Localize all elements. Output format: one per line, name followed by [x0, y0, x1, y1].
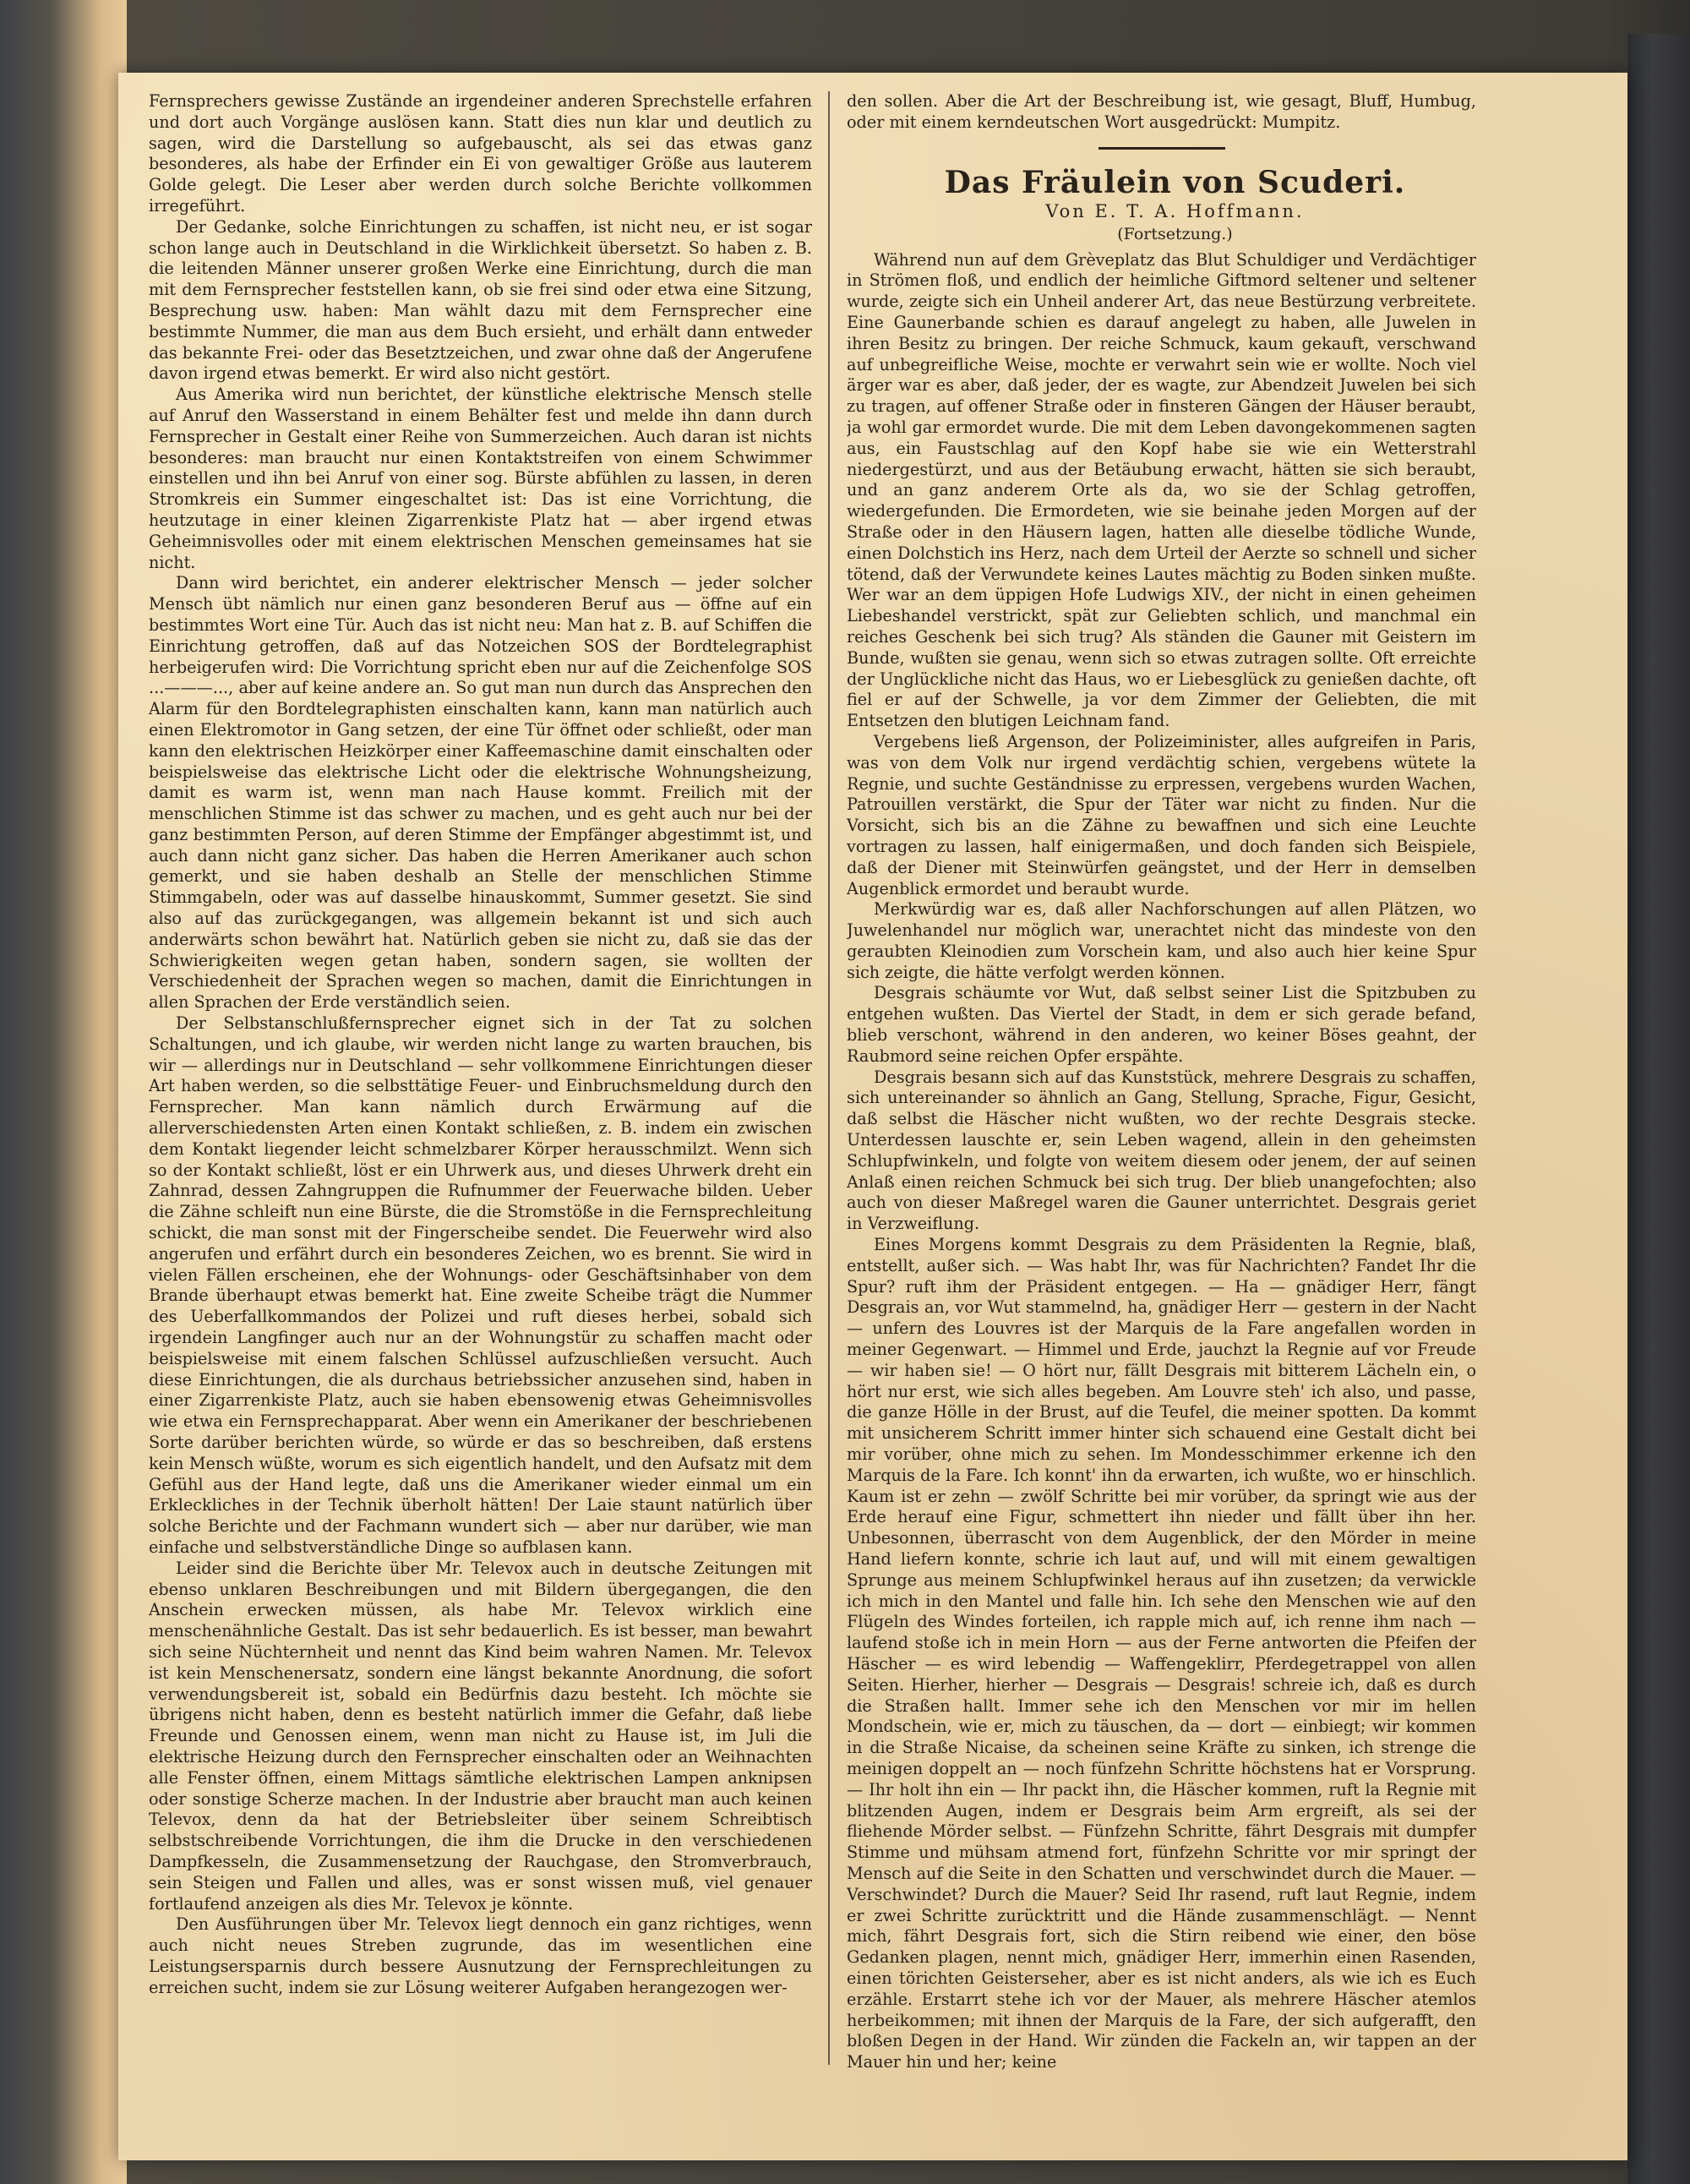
paragraph: Dann wird berichtet, ein anderer elektrischer Mensch — jeder solcher Mensch übt nämlich nur einen ganz besonderen Beruf aus — öffne auf ein bestimmtes Wort eine Tür. Auch das ist nicht neu: Man hat z. B. auf Schiffen die Einrichtung getroffen, daß auf das Notzeichen SOS der Bordtelegraphist herbeigerufen wird: Die Vorrichtung spricht eben nur auf die Zeichenfolge SOS ...———..., aber auf keine andere an. So gut man nun durch das Ansprechen den Alarm für den Bordtelegraphisten einschalten kann, kann man natürlich auch einen Elektromotor in Gang setzen, der eine Tür öffnet oder schließt, oder man kann den elektrischen Heizkörper einer Kaffeemaschine damit einschalten oder beispielsweise das elektrische Licht oder die elektrische Wohnungsheizung, damit es warm ist, wenn man nach Hause kommt. Freilich mit der menschlichen Stimme ist das schwer zu machen, und es geht auch nur bei der ganz bestimmten Person, auf deren Stimme der Empfänger abgestimmt ist, und auch dann nicht ganz sicher. Das haben die Herren Amerikaner auch schon gemerkt, und sie haben deshalb an Stelle der menschlichen Stimme Stimmgabeln, oder was auf dasselbe hinauskommt, Summer gesetzt. Sie sind also auf das zurückgegangen, was allgemein bekannt ist und sich auch anderwärts schon bewährt hat. Natürlich geben sie nicht zu, daß sie das der Schwierigkeiten wegen getan haben, sondern sagen, sie wollten der Verschiedenheit der Sprachen wegen so machen, damit die Einrichtungen in allen Sprachen der Erde verständlich seien.: [149, 573, 812, 1013]
column-divider: [828, 91, 830, 2065]
paragraph: Der Gedanke, solche Einrichtungen zu schaffen, ist nicht neu, er ist sogar schon lange auch in Deutschland in die Wirklichkeit übersetzt. So haben z. B. die leitenden Männer unserer großen Werke eine Einrichtung, durch die man mit dem Fernsprecher feststellen kann, ob sie frei sind oder etwa eine Sitzung, Besprechung usw. haben: Man wählt dazu mit dem Fernsprecher eine bestimmte Nummer, die man aus dem Buch ersieht, und erhält dann entweder das bekannte Frei- oder das Besetztzeichen, und zwar ohne daß der Angerufene davon irgend etwas bemerkt. Er wird also nicht gestört.: [149, 216, 812, 384]
paragraph: Während nun auf dem Grèveplatz das Blut Schuldiger und Verdächtiger in Strömen floß, und endlich der heimliche Giftmord seltener und seltener wurde, zeigte sich ein Unheil anderer Art, das neue Bestürzung verbreitete. Eine Gaunerbande schien es darauf angelegt zu haben, alle Juwelen in ihren Besitz zu bringen. Der reiche Schmuck, kaum gekauft, verschwand auf unbegreifliche Weise, mochte er verwahrt sein wie er wollte. Noch viel ärger war es aber, daß jeder, der es wagte, zur Abendzeit Juwelen bei sich zu tragen, auf offener Straße oder in finsteren Gängen der Häuser beraubt, ja wohl gar ermordet wurde. Die mit dem Leben davongekommenen sagten aus, ein Faustschlag auf den Kopf habe sie wie ein Wetterstrahl niedergestürzt, und aus der Betäubung erwacht, hätten sie sich beraubt, und an ganz anderem Orte als da, wo sie der Schlag getroffen, wiedergefunden. Die Ermordeten, wie sie beinahe jeden Morgen auf der Straße oder in den Häusern lagen, hatten alle dieselbe tödliche Wunde, einen Dolchstich ins Herz, nach dem Urteil der Aerzte so schnell und sicher tötend, daß der Verwundete keines Lautes mächtig zu Boden sinken mußte. Wer war an dem üppigen Hofe Ludwigs XIV., der nicht in einen geheimen Liebeshandel verstrickt, spät zur Geliebten schlich, und manchmal ein reiches Geschenk bei sich trug? Als ständen die Gauner mit Geistern im Bunde, wußten sie genau, wenn sich so etwas zutragen sollte. Oft erreichte der Unglückliche nicht das Haus, wo er Liebesglück zu genießen dachte, oft fiel er auf der Schwelle, ja vor dem Zimmer der Geliebten, die mit Entsetzen den blutigen Leichnam fand.: [847, 249, 1476, 731]
left-column: [149, 91, 812, 2073]
paragraph: Leider sind die Berichte über Mr. Televox auch in deutsche Zeitungen mit ebenso unklaren Beschreibungen und mit Bildern übergegangen, die den Anschein erwecken müssen, als habe Mr. Televox wirklich eine menschenähnliche Gestalt. Das ist sehr bedauerlich. Es ist besser, man bewahrt sich seine Nüchternheit und nennt das Kind beim wahren Namen. Mr. Televox ist kein Menschenersatz, sondern eine längst bekannte Anordnung, die sofort verwendungsbereit ist, sobald ein Bedürfnis dazu besteht. Ich möchte sie übrigens nicht haben, denn es besteht natürlich immer die Gefahr, daß liebe Freunde und Genossen einem, wenn man nicht zu Hause ist, im Juli die elektrische Heizung durch den Fernsprecher einschalten oder an Weihnachten alle Fenster öffnen, einem Mittags sämtliche elektrischen Lampen anknipsen oder sonstige Scherze machen. In der Industrie aber braucht man auch keinen Televox, denn da hat der Betriebsleiter über seinem Schreibtisch selbstschreibende Vorrichtungen, die ihm die Drucke in den verschiedenen Dampfkesseln, die Zusammensetzung der Rauchgase, den Stromverbrauch, sein Steigen und Fallen und alles, was er sonst wissen muß, viel genauer fortlaufend anzeigen als dies Mr. Televox je könnte.: [149, 1558, 812, 1914]
paragraph: Den Ausführungen über Mr. Televox liegt dennoch ein ganz richtiges, wenn auch nicht neues Streben zugrunde, das im wesentlichen eine Leistungsersparnis durch bessere Ausnutzung der Fernsprechleitungen zu erreichen sucht, indem sie zur Lösung weiterer Aufgaben herangezogen wer-: [149, 1914, 812, 1997]
section-rule: [1098, 147, 1225, 150]
story-title: Das Fräulein von Scuderi.: [944, 164, 1406, 200]
paragraph: Vergebens ließ Argenson, der Polizeiminister, alles aufgreifen in Paris, was von dem Volk nur irgend verdächtig schien, vergebens wütete la Regnie, und suchte Geständnisse zu erpressen, vergebens wurden Wachen, Patrouillen verstärkt, die Spur der Täter war nicht zu finden. Nur die Vorsicht, sich bis an die Zähne zu bewaffnen und sich eine Leuchte vortragen zu lassen, half einigermaßen, und doch fanden sich Beispiele, daß der Diener mit Steinwürfen geängstet, und der Herr in demselben Augenblick ermordet und beraubt wurde.: [847, 731, 1476, 898]
binding-edge: [0, 0, 127, 2184]
story-header: [847, 147, 1476, 245]
paragraph: Merkwürdig war es, daß aller Nachforschungen auf allen Plätzen, wo Juwelenhandel nur möglich war, unerachtet nicht das mindeste von den geraubten Kleinodien zum Vorschein kam, und also auch hier keine Spur sich zeigte, die hätte verfolgt werden können.: [847, 899, 1476, 982]
paragraph: den sollen. Aber die Art der Beschreibung ist, wie gesagt, Bluff, Humbug, oder mit einem kerndeutschen Wort ausgedrückt: Mumpitz.: [847, 91, 1476, 132]
paragraph: Desgrais schäumte vor Wut, daß selbst seiner List die Spitzbuben zu entgehen wußten. Das Viertel der Stadt, in dem er sich gerade befand, blieb verschont, während in den anderen, wo keiner Böses geahnt, der Raubmord seine reichen Opfer erspähte.: [847, 983, 1476, 1066]
paragraph: Eines Morgens kommt Desgrais zu dem Präsidenten la Regnie, blaß, entstellt, außer sich. — Was habt Ihr, was für Nachrichten? Fandet Ihr die Spur? ruft ihm der Präsident entgegen. — Ha — gnädiger Herr, fängt Desgrais an, vor Wut stammelnd, ha, gnädiger Herr — gestern in der Nacht — unfern des Louvres ist der Marquis de la Fare angefallen worden in meiner Gegenwart. — Himmel und Erde, jauchzt la Regnie auf vor Freude — wir haben sie! — O hört nur, fällt Desgrais mit bitterem Lächeln ein, o hört nur erst, wie sich alles begeben. Am Louvre steh' ich also, und passe, die ganze Hölle in der Brust, auf die Teufel, die meiner spotten. Da kommt mit unsicherem Schritt immer hinter sich schauend eine Gestalt dicht bei mir vorüber, ohne mich zu sehen. Im Mondesschimmer erkenne ich den Marquis de la Fare. Ich konnt' ihn da erwarten, ich wußte, wo er hinschlich. Kaum ist er zehn — zwölf Schritte bei mir vorüber, da springt wie aus der Erde herauf eine Figur, schmettert ihn nieder und fällt über ihn her. Unbesonnen, überrascht von dem Augenblick, der den Mörder in meine Hand liefern konnte, schrie ich laut auf, und will mit einem gewaltigen Sprunge aus meinem Schlupfwinkel heraus auf ihn zusetzen; da verwickle ich mich in den Mantel und falle hin. Ich sehe den Menschen wie auf den Flügeln des Windes forteilen, ich rapple mich auf, ich renne ihm nach — laufend stoße ich in mein Horn — aus der Ferne antworten die Pfeifen der Häscher — es wird lebendig — Waffengeklirr, Pferdegetrappel von allen Seiten. Hierher, hierher — Desgrais — Desgrais! schreie ich, daß es durch die Straßen hallt. Immer sehe ich den Menschen vor mir im hellen Mondschein, wie er, mich zu täuschen, da — dort — einbiegt; wir kommen in die Straße Nicaise, da scheinen seine Kräfte zu sinken, ich strenge die meinigen doppelt an — noch fünfzehn Schritte höchstens hat er Vorsprung. — Ihr holt ihn ein — Ihr packt ihn, die Häscher kommen, ruft la Regnie mit blitzenden Augen, indem er Desgrais beim Arm ergreift, als sei der fliehende Mörder selbst. — Fünfzehn Schritte, fährt Desgrais mit dumpfer Stimme und mühsam atmend fort, fünfzehn Schritte vor mir springt der Mensch auf die Seite in den Schatten und verschwindet durch die Mauer. — Verschwindet? Durch die Mauer? Seid Ihr rasend, ruft laut Regnie, indem er zwei Schritte zurücktritt und die Hände zusammenschlägt. — Nennt mich, fährt Desgrais fort, sich die Stirn reibend wie einer, den böse Gedanken plagen, nennt mich, gnädiger Herr, immerhin einen Rasenden, einen törichten Geisterseher, aber es ist nicht anders, als wie ich es Euch erzähle. Erstarrt stehe ich vor der Mauer, als mehrere Häscher atemlos herbeikommen; mit ihnen der Marquis de la Fare, der sich aufgerafft, den bloßen Degen in der Hand. Wir zünden die Fackeln an, wir tappen an der Mauer hin und her; keine: [847, 1235, 1476, 2072]
right-column: [847, 91, 1476, 2073]
paragraph: Der Selbstanschlußfernsprecher eignet sich in der Tat zu solchen Schaltungen, und ich glaube, wir werden nicht lange zu warten brauchen, bis wir — allerdings nur in Deutschland — sehr vollkommene Einrichtungen dieser Art haben werden, so die selbsttätige Feuer- und Einbruchsmeldung durch den Fernsprecher. Man kann nämlich durch Erwärmung auf die allerverschiedensten Arten einen Kontakt schließen, z. B. indem ein zwischen dem Kontakt liegender leicht schmelzbarer Körper herausschmilzt. Wenn sich so der Kontakt schließt, löst er ein Uhrwerk aus, und dieses Uhrwerk dreht ein Zahnrad, dessen Zahngruppen die Rufnummer der Feuerwache bilden. Ueber die Zähne schleift nun eine Bürste, die die Stromstöße in die Fernsprechleitung schickt, die man sonst mit der Fingerscheibe sendet. Die Feuerwehr wird also angerufen und erfährt durch ein besonderes Zeichen, wo es brennt. Sie wird in vielen Fällen erscheinen, ehe der Wohnungs- oder Geschäftsinhaber von dem Brande überhaupt etwas bemerkt hat. Eine zweite Scheibe trägt die Nummer des Ueberfallkommandos der Polizei und ruft dieses herbei, sobald sich irgendein Langfinger auch nur an der Wohnungstür zu schaffen macht oder beispielsweise mit einem falschen Schlüssel aufzuschließen versucht. Auch diese Einrichtungen, die als durchaus betriebssicher anzusehen sind, haben in einer Zigarrenkiste Platz, auch sie haben ebensowenig etwas Geheimnisvolles wie etwa ein Fernsprechapparat. Aber wenn ein Amerikaner der beschriebenen Sorte darüber berichten würde, so würde er das so beschreiben, daß erstens kein Mensch wüßte, worum es sich eigentlich handelt, und den Aufsatz mit dem Gefühl aus der Hand legte, daß uns die Amerikaner wieder einmal um ein Erkleckliches in der Technik überholt hätten! Der Laie staunt natürlich über solche Berichte und der Fachmann wundert sich — aber nur darüber, wie man einfache und selbstverständliche Dinge so aufblasen kann.: [149, 1013, 812, 1557]
story-byline: Von E. T. A. Hoffmann.: [1045, 200, 1305, 221]
paragraph: Fernsprechers gewisse Zustände an irgendeiner anderen Sprechstelle erfahren und dort auch Vorgänge auslösen kann. Statt dies nun klar und deutlich zu sagen, wird die Darstellung so aufgebauscht, als sei das etwas ganz besonderes, als habe der Erfinder ein Ei von gewaltiger Größe aus lauterem Golde gelegt. Die Leser aber werden durch solche Berichte vollkommen irregeführt.: [149, 91, 812, 216]
paragraph: Desgrais besann sich auf das Kunststück, mehrere Desgrais zu schaffen, sich untereinander so ähnlich an Gang, Stellung, Sprache, Figur, Gesicht, daß selbst die Häscher nicht wußten, wo der rechte Desgrais stecke. Unterdessen lauschte er, sein Leben wagend, allein in den geheimsten Schlupfwinkeln, und folgte von weitem diesem oder jenem, der auf seinen Anlaß einen reichen Schmuck bei sich trug. Der blieb unangefochten; also auch von dieser Maßregel waren die Gauner unterrichtet. Desgrais geriet in Verzweiflung.: [847, 1067, 1476, 1234]
paragraph: Aus Amerika wird nun berichtet, der künstliche elektrische Mensch stelle auf Anruf den Wasserstand in einem Behälter fest und melde ihn dann durch Fernsprecher in Gestalt einer Reihe von Summerzeichen. Auch daran ist nichts besonderes: man braucht nur einen Kontaktstreifen von einem Schwimmer einstellen und ihn bei Anruf von einer sog. Bürste abfühlen zu lassen, in deren Stromkreis ein Summer eingeschaltet ist: Das ist eine Vorrichtung, die heutzutage in einer kleinen Zigarrenkiste Platz hat — aber irgend etwas Geheimnisvolles oder mit einem elektrischen Menschen gemeinsames hat sie nicht.: [149, 385, 812, 572]
continuation-note: (Fortsetzung.): [1117, 224, 1233, 243]
book-cover-edge: [1627, 34, 1690, 2184]
